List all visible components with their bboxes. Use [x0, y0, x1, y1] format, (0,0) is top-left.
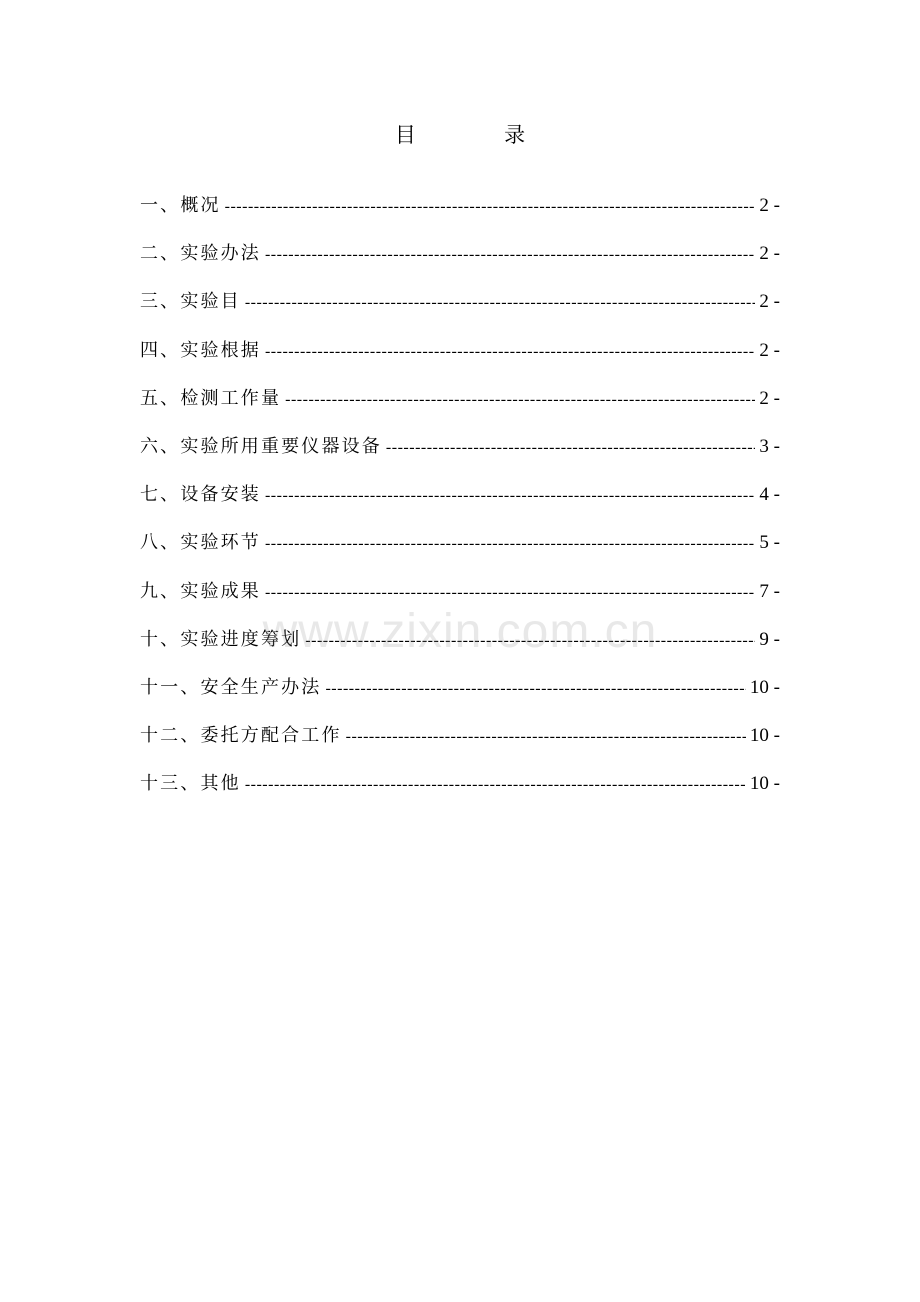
toc-entry-page: 9 -	[759, 628, 780, 650]
toc-entry[interactable]	[140, 383, 780, 431]
toc-entry-page: 3 -	[759, 435, 780, 457]
toc-entry-label: 七、设备安装	[140, 484, 261, 506]
toc-entry[interactable]	[140, 527, 780, 575]
toc-entry[interactable]	[140, 768, 780, 816]
toc-entry-label: 十三、其他	[140, 773, 241, 795]
toc-entry-page: 2 -	[759, 387, 780, 409]
toc-entry-page: 10 -	[749, 725, 780, 747]
toc-entry[interactable]	[140, 479, 780, 527]
toc-entry[interactable]	[140, 190, 780, 238]
toc-entry-page: 4 -	[759, 484, 780, 506]
toc-entry-page: 2 -	[759, 291, 780, 313]
toc-entry[interactable]	[140, 576, 780, 624]
toc-leader	[245, 287, 756, 319]
toc-entry-label: 五、检测工作量	[140, 387, 282, 409]
toc-entry-label: 一、概况	[140, 195, 221, 216]
toc-entry-label: 十二、委托方配合工作	[140, 725, 342, 747]
toc-entry-page: 2 -	[759, 195, 780, 216]
toc-entry-label: 十一、安全生产办法	[140, 676, 322, 698]
toc-entry-page: 5 -	[759, 532, 780, 554]
toc-entry-page: 7 -	[759, 580, 780, 602]
toc-entry-label: 三、实验目	[140, 291, 241, 313]
toc-entry[interactable]	[140, 720, 780, 768]
toc-entry-label: 九、实验成果	[140, 580, 261, 602]
toc-entry-label: 二、实验办法	[140, 243, 261, 265]
toc-entry-label: 四、实验根据	[140, 339, 261, 361]
toc-entry[interactable]	[140, 431, 780, 479]
toc-leader	[285, 384, 755, 416]
page-title: 目 录	[394, 123, 559, 147]
toc-leader	[265, 577, 755, 609]
toc-entry-page: 10 -	[749, 773, 780, 795]
toc-entry[interactable]	[140, 335, 780, 383]
toc-leader	[245, 769, 746, 801]
toc-entry-label: 十、实验进度筹划	[140, 628, 302, 650]
toc-leader	[305, 625, 755, 657]
toc-entry-label: 六、实验所用重要仪器设备	[140, 435, 382, 457]
toc-leader	[265, 336, 755, 368]
table-of-contents	[140, 190, 780, 816]
toc-leader	[325, 673, 745, 705]
toc-leader	[225, 191, 756, 223]
watermark: www.zixin.com.cn	[262, 605, 658, 658]
toc-leader	[346, 721, 746, 753]
toc-leader	[386, 432, 756, 464]
toc-entry[interactable]	[140, 286, 780, 334]
toc-entry-page: 2 -	[759, 339, 780, 361]
toc-entry[interactable]	[140, 624, 780, 672]
toc-entry[interactable]	[140, 672, 780, 720]
toc-entry-label: 八、实验环节	[140, 532, 261, 554]
toc-entry[interactable]	[140, 238, 780, 286]
toc-leader	[265, 239, 755, 271]
toc-leader	[265, 480, 755, 512]
toc-entry-page: 2 -	[759, 243, 780, 265]
toc-entry-page: 10 -	[749, 676, 780, 698]
toc-leader	[265, 528, 755, 560]
